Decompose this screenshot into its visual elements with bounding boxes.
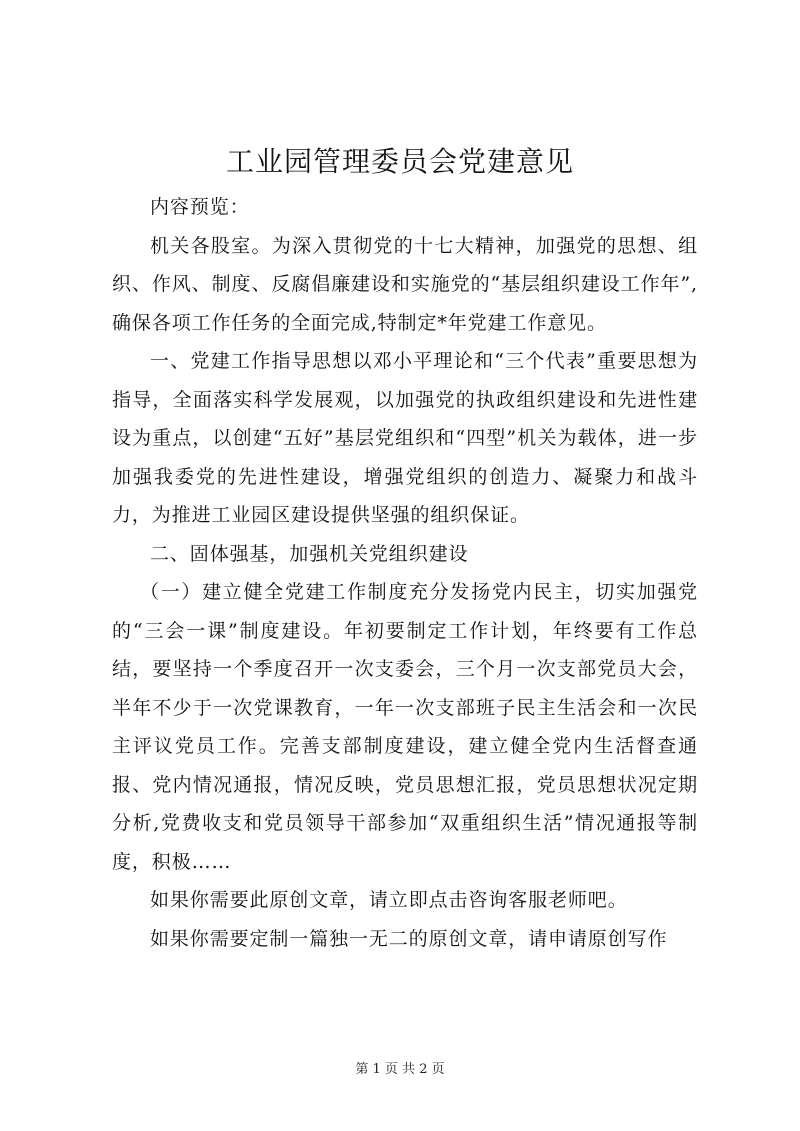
page-number-footer: 第 1 页 共 2 页 [355, 1062, 445, 1077]
paragraph-preview-label: 内容预览： [150, 196, 250, 218]
paragraph-section-two-heading: 二、固体强基，加强机关党组织建设 [150, 542, 469, 565]
paragraph-subsection-one: （一）建立健全党建工作制度充分发扬党内民主，切实加强党的“三会一课”制度建设。年初要制定工作计划，年终要有工作总结，要坚持一个季度召开一次支委会，三个月一次支部党员大会，半年不少于一次党课教育，一年一次支部班子民主生活会和一次民主评议党员工作。完善支部制度建设，建立健全党内生活督查通报、党内情况通报，情况反映，党员思想汇报，党员思想状况定期分析,党费收支和党员领导干部参加“双重组织生活”情况通报等制度，积极…… [112, 581, 698, 873]
document-body [112, 188, 698, 958]
paragraph-custom-writing: 如果你需要定制一篇独一无二的原创文章，请申请原创写作 [150, 927, 668, 950]
paragraph-contact-service: 如果你需要此原创文章，请立即点击咨询客服老师吧。 [150, 889, 628, 911]
paragraph-intro: 机关各股室。为深入贯彻党的十七大精神，加强党的思想、组织、作风、制度、反腐倡廉建设和实施党的“基层组织建设工作年”,确保各项工作任务的全面完成,特制定*年党建工作意见。 [112, 234, 698, 334]
document-title: 工业园管理委员会党建意见 [225, 145, 574, 178]
paragraph-section-one: 一、党建工作指导思想以邓小平理论和“三个代表”重要思想为指导，全面落实科学发展观，以加强党的执政组织建设和先进性建设为重点，以创建“五好”基层党组织和“四型”机关为载体，进一步加强我委党的先进性建设，增强党组织的创造力、凝聚力和战斗力，为推进工业园区建设提供坚强的组织保证。 [112, 350, 698, 526]
